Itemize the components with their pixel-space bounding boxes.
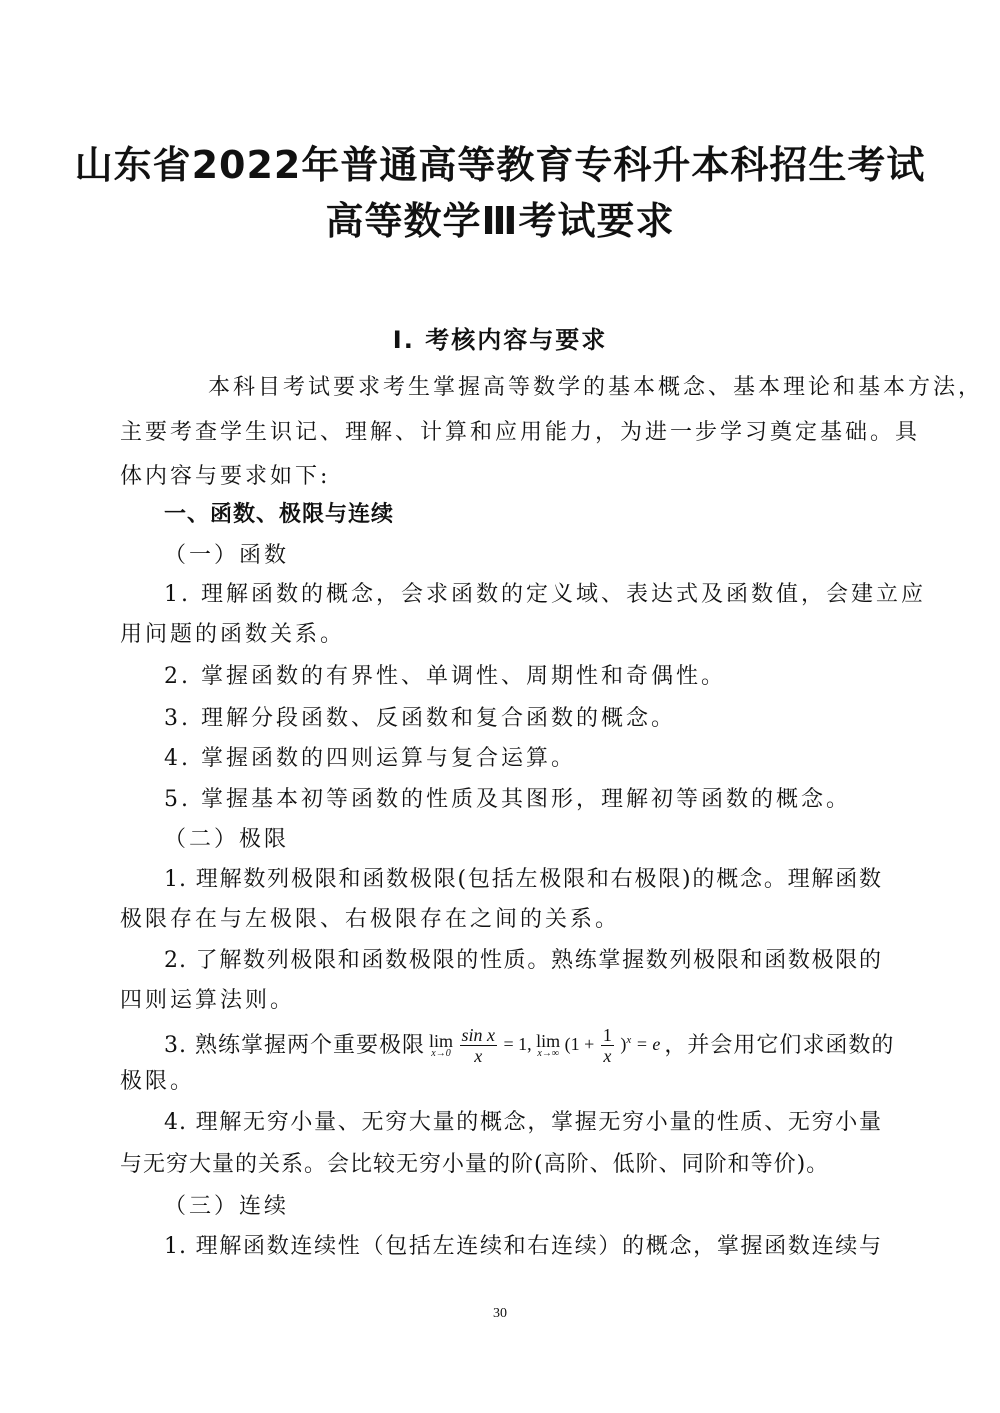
doc-title-line1: 山东省2022年普通高等教育专科升本科招生考试 — [74, 143, 926, 187]
func-item-5: 5. 掌握基本初等函数的性质及其图形，理解初等函数的概念。 — [164, 787, 851, 812]
limit-item-3-pre: 3. 熟练掌握两个重要极限 — [164, 1032, 425, 1058]
func-item-2: 2. 掌握函数的有界性、单调性、周期性和奇偶性。 — [164, 664, 726, 689]
func-item-1-line-2: 用问题的函数关系。 — [120, 622, 346, 647]
frac-1-over-x: $\frac{1}{x}$ — [602, 1025, 612, 1067]
frac-sinx-over-x: $\frac{\text{sin x}}{x}$ — [461, 1025, 495, 1067]
page-number: 30 — [493, 1306, 507, 1321]
intro-line-2: 主要考查学生识记、理解、计算和应用能力，为进一步学习奠定基础。具 — [120, 420, 921, 445]
lim-1: lim x→0 — [428, 1030, 453, 1059]
intro-line-1: 本科目考试要求考生掌握高等数学的基本概念、基本理论和基本方法， — [208, 375, 984, 400]
limit-item-4-line-2: 与无穷大量的关系。会比较无穷小量的阶(高阶、低阶、同阶和等价)。 — [120, 1152, 830, 1177]
func-item-3: 3. 理解分段函数、反函数和复合函数的概念。 — [164, 706, 676, 731]
limit-item-3-post: ，并会用它们求函数的 — [664, 1032, 895, 1058]
subsection-limits: （二）极限 — [164, 827, 290, 852]
limit-item-4-line-1: 4. 理解无穷小量、无穷大量的概念，掌握无穷小量的性质、无穷小量 — [164, 1110, 882, 1135]
limit-item-3-line-1 — [164, 1025, 895, 1067]
important-limits-formula: lim x→0 $\frac{\text{sin x}}{x}$ = 1, lim x→∞ (1 + $\frac{1}{x}$ )$^x$ = e — [428, 1025, 661, 1067]
limit-item-1-line-2: 极限存在与左极限、右极限存在之间的关系。 — [120, 907, 621, 932]
subsection-continuity: （三）连续 — [164, 1194, 290, 1219]
limit-item-1-line-1: 1. 理解数列极限和函数极限(包括左极限和右极限)的概念。理解函数 — [164, 867, 882, 892]
doc-title-line2: 高等数学Ⅲ考试要求 — [325, 199, 675, 243]
section-heading: Ⅰ. 考核内容与要求 — [392, 326, 608, 354]
intro-line-3: 体内容与要求如下: — [120, 464, 331, 489]
func-item-4: 4. 掌握函数的四则运算与复合运算。 — [164, 746, 576, 771]
limit-item-3-line-2: 极限。 — [120, 1069, 196, 1094]
func-item-1-line-1: 1. 理解函数的概念，会求函数的定义域、表达式及函数值，会建立应 — [164, 582, 926, 607]
limit-item-2-line-1: 2. 了解数列极限和函数极限的性质。熟练掌握数列极限和函数极限的 — [164, 948, 882, 973]
subsection-functions: （一）函数 — [164, 543, 290, 568]
continuity-item-1-line-1: 1. 理解函数连续性（包括左连续和右连续）的概念，掌握函数连续与 — [164, 1234, 882, 1259]
lim-2: lim x→∞ — [536, 1030, 561, 1059]
chapter-heading: 一、函数、极限与连续 — [164, 502, 395, 527]
limit-item-2-line-2: 四则运算法则。 — [120, 988, 296, 1013]
